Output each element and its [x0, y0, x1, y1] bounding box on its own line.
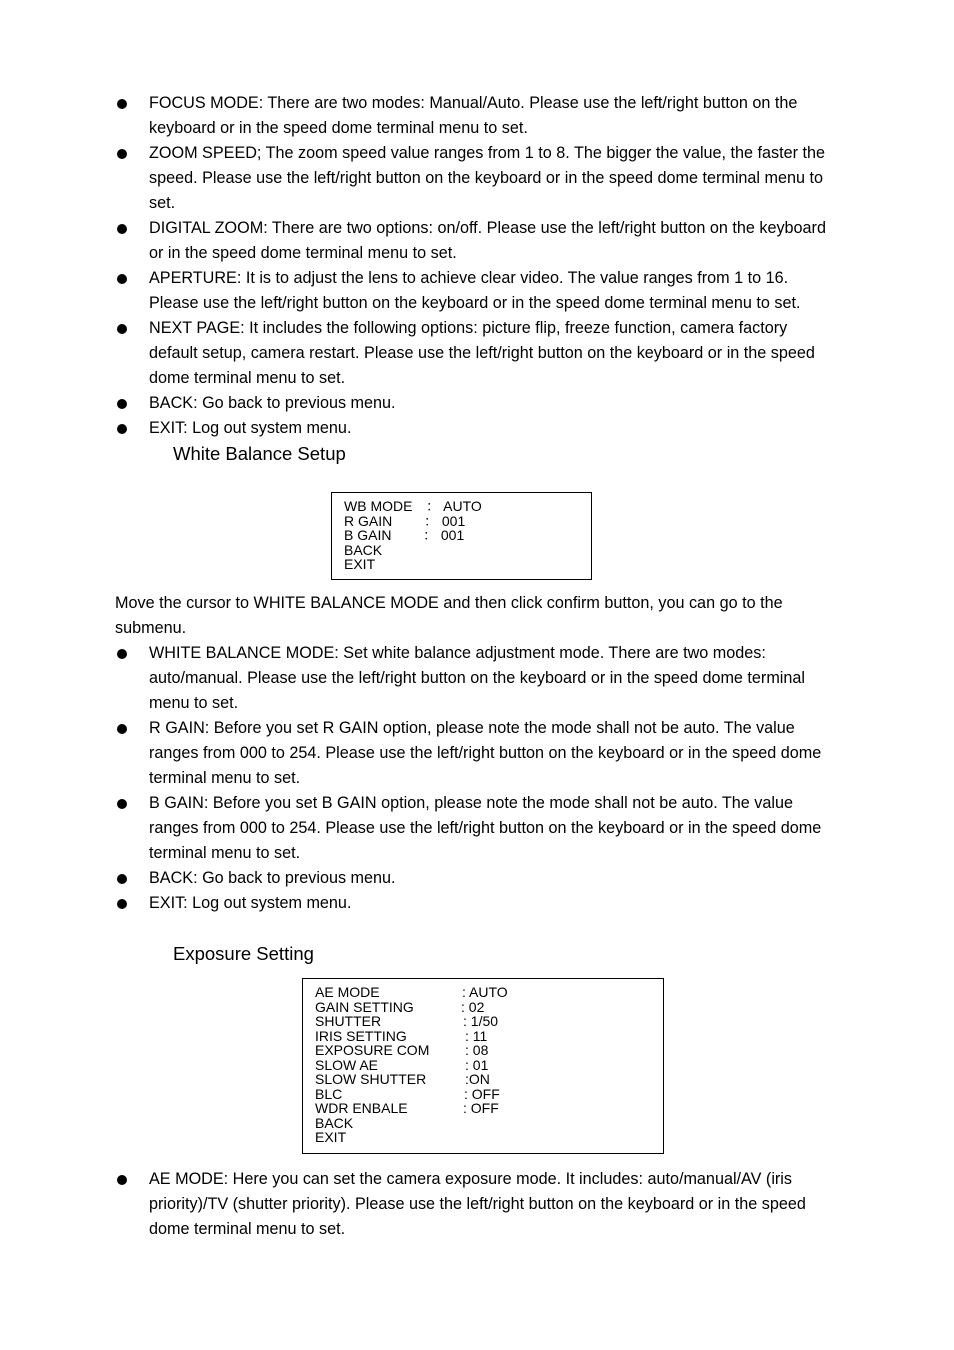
bullet-icon — [117, 324, 127, 334]
bullet-list-white-balance — [0, 641, 834, 916]
section-heading-exposure: Exposure Setting — [173, 943, 314, 964]
menu-value: : 01 — [465, 1056, 489, 1073]
menu-row — [315, 1130, 663, 1145]
menu-row — [344, 528, 591, 543]
list-item — [0, 641, 834, 716]
menu-key: R GAIN — [344, 512, 393, 529]
menu-value: : 1/50 — [463, 1013, 499, 1029]
list-item-text: EXIT: Log out system menu. — [149, 419, 352, 437]
bullet-icon — [117, 399, 127, 409]
bullet-icon — [117, 424, 127, 434]
menu-value: : OFF — [464, 1085, 500, 1102]
menu-key: SLOW AE — [315, 1056, 379, 1073]
list-item-text: EXIT: Log out system menu. — [149, 894, 352, 912]
list-item — [0, 91, 834, 141]
bullet-icon — [117, 799, 127, 809]
menu-row — [315, 1101, 663, 1116]
menu-value: : OFF — [463, 1100, 499, 1116]
list-item — [0, 866, 834, 891]
menu-row — [315, 1000, 663, 1015]
wb-menu-box — [331, 492, 592, 580]
menu-row — [315, 1116, 663, 1131]
list-item-text: NEXT PAGE: It includes the following options: picture flip, freeze function, camera factory default setup, camera restart. Please use the left/right button on the keyboard or in the speed dome terminal menu to set. — [149, 319, 815, 387]
list-item — [0, 266, 834, 316]
list-item — [0, 716, 834, 791]
menu-key: EXPOSURE COM — [315, 1042, 430, 1058]
menu-row — [344, 543, 591, 558]
exposure-menu-box — [302, 978, 664, 1154]
menu-row — [315, 985, 663, 1000]
menu-key: BACK — [315, 1114, 354, 1131]
menu-key: SLOW SHUTTER — [315, 1071, 427, 1087]
wb-intro-paragraph: Move the cursor to WHITE BALANCE MODE and then click confirm button, you can go to the submenu. — [115, 594, 783, 637]
menu-key: B GAIN — [344, 527, 392, 543]
list-item — [0, 316, 834, 391]
menu-value: ： 001 — [424, 512, 466, 529]
list-item-text: APERTURE: It is to adjust the lens to achieve clear video. The value ranges from 1 to 16. Please use the left/right button on the keyboard or in the speed dome terminal menu to set. — [149, 269, 801, 312]
menu-value: ： 001 — [423, 527, 465, 543]
menu-row — [315, 1014, 663, 1029]
menu-value: :ON — [465, 1071, 490, 1087]
menu-row — [315, 1072, 663, 1087]
list-item — [0, 1167, 834, 1242]
list-item-text: BACK: Go back to previous menu. — [149, 869, 396, 887]
menu-key: WDR ENBALE — [315, 1100, 408, 1116]
menu-row — [344, 514, 591, 529]
list-item-text: DIGITAL ZOOM: There are two options: on/off. Please use the left/right button on the keyboard or in the speed dome terminal menu to set. — [149, 219, 826, 262]
list-item — [0, 791, 834, 866]
menu-key: EXIT — [344, 556, 376, 572]
menu-row — [344, 499, 591, 514]
menu-key: BLC — [315, 1085, 343, 1102]
list-item-text: R GAIN: Before you set R GAIN option, please note the mode shall not be auto. The value ranges from 000 to 254. Please use the left/right button on the keyboard or in the speed dome terminal menu to set. — [149, 719, 822, 787]
menu-key: WB MODE — [344, 498, 413, 514]
bullet-icon — [117, 224, 127, 234]
bullet-icon — [117, 874, 127, 884]
menu-key: EXIT — [315, 1129, 347, 1145]
list-item-text: ZOOM SPEED; The zoom speed value ranges from 1 to 8. The bigger the value, the faster the speed. Please use the left/right button on the keyboard or in the speed dome terminal menu to set. — [149, 144, 826, 212]
menu-row — [344, 557, 591, 572]
list-item — [0, 141, 834, 216]
menu-value: ： AUTO — [426, 498, 482, 514]
bullet-icon — [117, 899, 127, 909]
list-item — [0, 216, 834, 266]
bullet-list-camera — [0, 91, 834, 441]
menu-key: AE MODE — [315, 984, 380, 1000]
list-item-text: BACK: Go back to previous menu. — [149, 394, 396, 412]
list-item-text: WHITE BALANCE MODE: Set white balance adjustment mode. There are two modes: auto/manual. Please use the left/right button on the keyboard or in the speed dome terminal menu to set. — [149, 644, 806, 712]
list-item-text: FOCUS MODE: There are two modes: Manual/Auto. Please use the left/right button on the keyboard or in the speed dome terminal menu to set. — [149, 94, 798, 137]
menu-row — [315, 1043, 663, 1058]
menu-row — [315, 1029, 663, 1044]
menu-value: : 11 — [465, 1027, 488, 1044]
menu-key: IRIS SETTING — [315, 1027, 407, 1044]
list-item — [0, 891, 834, 916]
list-item — [0, 416, 834, 441]
list-item-text: AE MODE: Here you can set the camera exposure mode. It includes: auto/manual/AV (iris priority)/TV (shutter priority). Please use the left/right button on the keyboard or in the speed dome terminal menu to set. — [149, 1170, 806, 1238]
bullet-icon — [117, 1175, 127, 1185]
menu-row — [315, 1058, 663, 1073]
menu-key: SHUTTER — [315, 1013, 382, 1029]
menu-value: : AUTO — [462, 984, 508, 1000]
bullet-icon — [117, 99, 127, 109]
menu-value: : 02 — [461, 998, 485, 1015]
bullet-icon — [117, 724, 127, 734]
bullet-icon — [117, 274, 127, 284]
list-item — [0, 391, 834, 416]
menu-row — [315, 1087, 663, 1102]
menu-key: GAIN SETTING — [315, 998, 414, 1015]
bullet-list-exposure — [0, 1167, 834, 1242]
menu-key: BACK — [344, 541, 383, 558]
menu-value: : 08 — [465, 1042, 489, 1058]
bullet-icon — [117, 149, 127, 159]
bullet-icon — [117, 649, 127, 659]
list-item-text: B GAIN: Before you set B GAIN option, please note the mode shall not be auto. The value ranges from 000 to 254. Please use the left/right button on the keyboard or in the speed dome terminal menu to set. — [149, 794, 822, 862]
section-heading-white-balance: White Balance Setup — [173, 443, 346, 464]
